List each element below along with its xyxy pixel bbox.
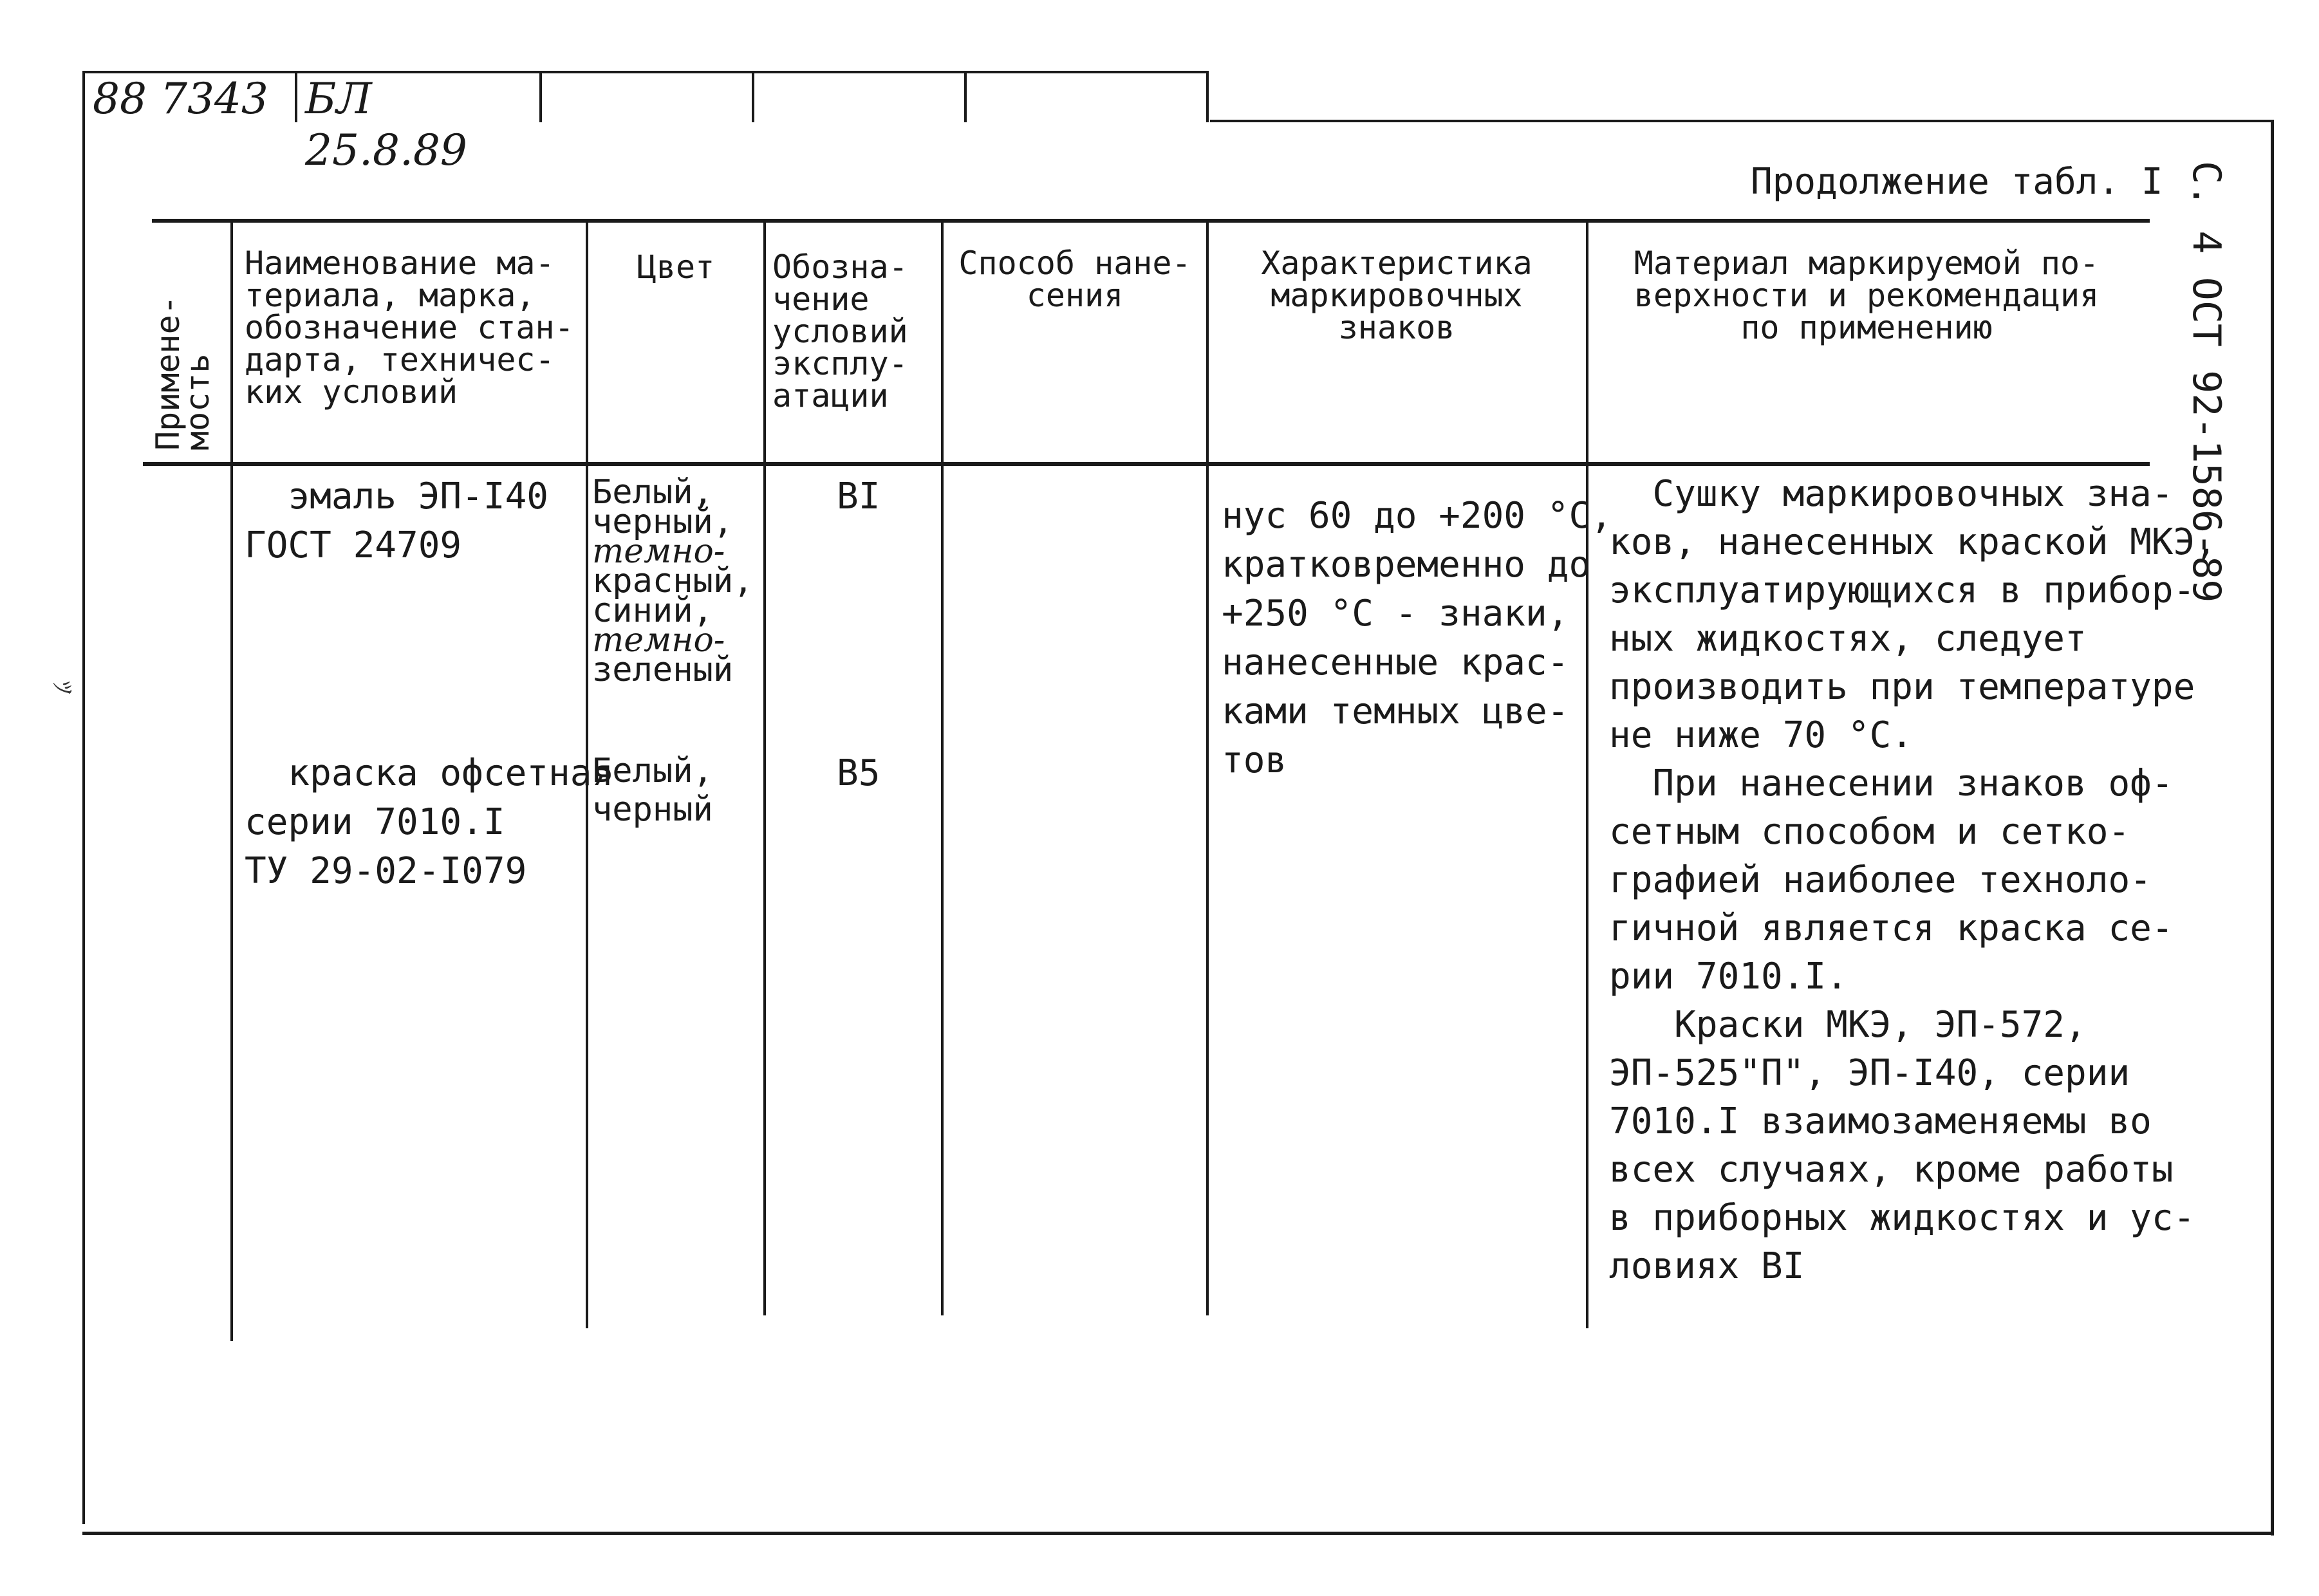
color-line: Белый, <box>592 473 713 512</box>
frame-bottom-border <box>82 1532 2273 1535</box>
surface-recommendation-text: Сушку маркировочных зна- ков, нанесенных краской МКЭ, эксплуатирующихся в прибор- ных жидкостях, следует производить при температуре не ниже 70 °С. При нанесении знаков оф- сетным способом и сетко- графией наиболее техноло- гичной является краска се- рии 7010.I. Краски МКЭ, ЭП-572, ЭП-525"П", ЭП-I40, серии 7010.I взаимозаменяемы во всех случаях, кроме работы в приборных жидкостях и ус- ловиях BI <box>1609 473 2217 1287</box>
operating-condition-row-1: BI <box>837 476 880 517</box>
column-divider <box>941 221 944 1315</box>
header-material-name: Наименование ма- териала, марка, обозначение стан- дарта, техничес- ких условий <box>245 245 574 411</box>
operating-condition-row-2: B5 <box>837 752 880 794</box>
stamp-empty-cell <box>964 71 1209 122</box>
header-application-method: Способ нане- сения <box>958 245 1191 314</box>
handwritten-color-note: темно- <box>592 532 725 571</box>
color-line: черный, <box>592 503 734 541</box>
column-divider <box>1206 221 1209 1315</box>
material-name-row-1: эмаль ЭП-I40 ГОСТ 24709 <box>245 476 549 566</box>
frame-right-border <box>2271 120 2274 1536</box>
page-standard-code: С. 4 ОСТ 92-1586-89 <box>2184 161 2229 603</box>
color-row-1 <box>592 473 759 689</box>
color-line: красный, <box>592 562 754 600</box>
frame-left-border <box>82 121 85 1524</box>
stamp-signature-date: БЛ 25.8.89 <box>295 71 539 122</box>
stamp-empty-cell <box>752 71 964 122</box>
margin-mark: ﾂ <box>47 681 77 694</box>
color-line: черный <box>592 790 713 829</box>
frame-top-border <box>1210 120 2273 122</box>
table-continuation-caption: Продолжение табл. I <box>1751 161 2163 203</box>
mark-characteristic-text: нус 60 до +200 °С, кратковременно до +250 °С - знаки, нанесенные крас- ками темных цве- тов <box>1222 495 1612 781</box>
color-line: Белый, <box>592 752 713 790</box>
color-line: зеленый <box>592 651 734 689</box>
color-row-2 <box>592 752 759 829</box>
color-line: синий, <box>592 591 713 630</box>
table-top-rule <box>152 219 2150 223</box>
stamp-empty-cell <box>539 71 752 122</box>
header-operating-conditions: Обозна- чение условий эксплу- атации <box>772 248 908 414</box>
header-color: Цвет <box>637 248 715 286</box>
column-divider <box>763 221 766 1315</box>
header-applicability: Примене- мость <box>149 295 216 450</box>
stamp-inventory-number: 88 7343 <box>82 71 295 122</box>
registration-stamp <box>82 71 1209 175</box>
header-surface-recommendation: Материал маркируемой по- верхности и рекомендация по применению <box>1634 245 2100 346</box>
header-mark-characteristic: Характеристика маркировочных знаков <box>1261 245 1532 346</box>
column-divider <box>230 221 233 1341</box>
material-name-row-2: краска офсетная серии 7010.I ТУ 29-02-I079 <box>245 752 614 892</box>
handwritten-color-note: темно- <box>592 621 725 660</box>
header-bottom-rule <box>143 462 2150 466</box>
